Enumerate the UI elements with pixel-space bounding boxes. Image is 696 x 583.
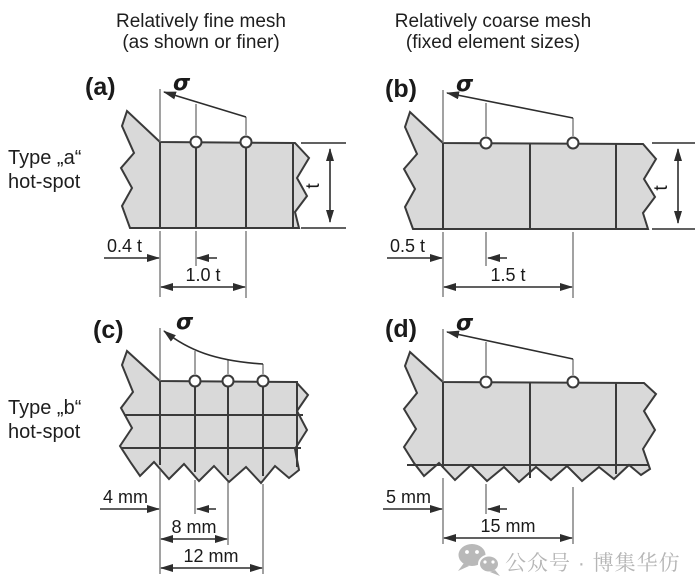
row-label-line: Type „a“ <box>8 147 82 169</box>
dimension-label-small: 0.4 t <box>107 236 143 256</box>
sigma-label: σ <box>173 71 191 96</box>
watermark-text: 公众号 · 博集华仿 <box>505 552 681 575</box>
dimension-label-large: 15 mm <box>480 516 536 536</box>
dimension-label-large: 1.5 t <box>490 265 526 285</box>
dimension-label-small: 5 mm <box>386 487 431 507</box>
stress-curve-arrow <box>164 331 263 364</box>
dimension-label-large: 1.0 t <box>185 265 221 285</box>
stress-arrow <box>447 332 573 359</box>
dimension-label-small: 4 mm <box>103 487 148 507</box>
stress-readout-point <box>223 376 234 387</box>
panel-c-diagram <box>93 310 308 574</box>
plate-cross-section <box>121 111 309 228</box>
watermark <box>458 544 681 576</box>
thickness-label: t <box>651 185 672 191</box>
sigma-label: σ <box>456 311 474 336</box>
stress-readout-point <box>568 138 579 149</box>
panel-d-diagram <box>383 311 656 544</box>
dimension-label-mid: 8 mm <box>171 517 217 537</box>
thickness-label: t <box>303 183 324 189</box>
row-label-line: hot-spot <box>8 421 81 443</box>
stress-readout-point <box>568 377 579 388</box>
dimension-label-large: 12 mm <box>183 546 239 566</box>
bubble-eye <box>475 550 479 554</box>
sigma-label: σ <box>176 310 194 335</box>
stress-readout-point <box>191 137 202 148</box>
panel-b-diagram <box>385 72 695 298</box>
sigma-label: σ <box>456 72 474 97</box>
bubble-eye <box>465 550 469 554</box>
stress-readout-point <box>481 138 492 149</box>
header-line: Relatively coarse mesh <box>394 11 592 32</box>
header-line: Relatively fine mesh <box>115 11 287 32</box>
row-label-line: Type „b“ <box>8 397 82 419</box>
dimension-label-small: 0.5 t <box>390 236 426 256</box>
stress-readout-point <box>481 377 492 388</box>
panel-letter: (d) <box>385 315 417 343</box>
plate-edge-section <box>120 351 308 483</box>
bubble-eye <box>491 560 494 563</box>
stress-readout-point <box>241 137 252 148</box>
header-line: (as shown or finer) <box>122 32 280 53</box>
row-label-line: hot-spot <box>8 171 81 193</box>
stress-readout-point <box>190 376 201 387</box>
panel-a-diagram <box>85 71 346 298</box>
panel-letter: (a) <box>85 73 116 101</box>
bubble-eye <box>483 560 486 563</box>
header-line: (fixed element sizes) <box>405 32 581 53</box>
stress-readout-point <box>258 376 269 387</box>
wechat-icon <box>458 544 500 576</box>
panel-letter: (c) <box>93 316 124 344</box>
chat-bubble-small <box>479 556 499 573</box>
panel-letter: (b) <box>385 75 417 103</box>
